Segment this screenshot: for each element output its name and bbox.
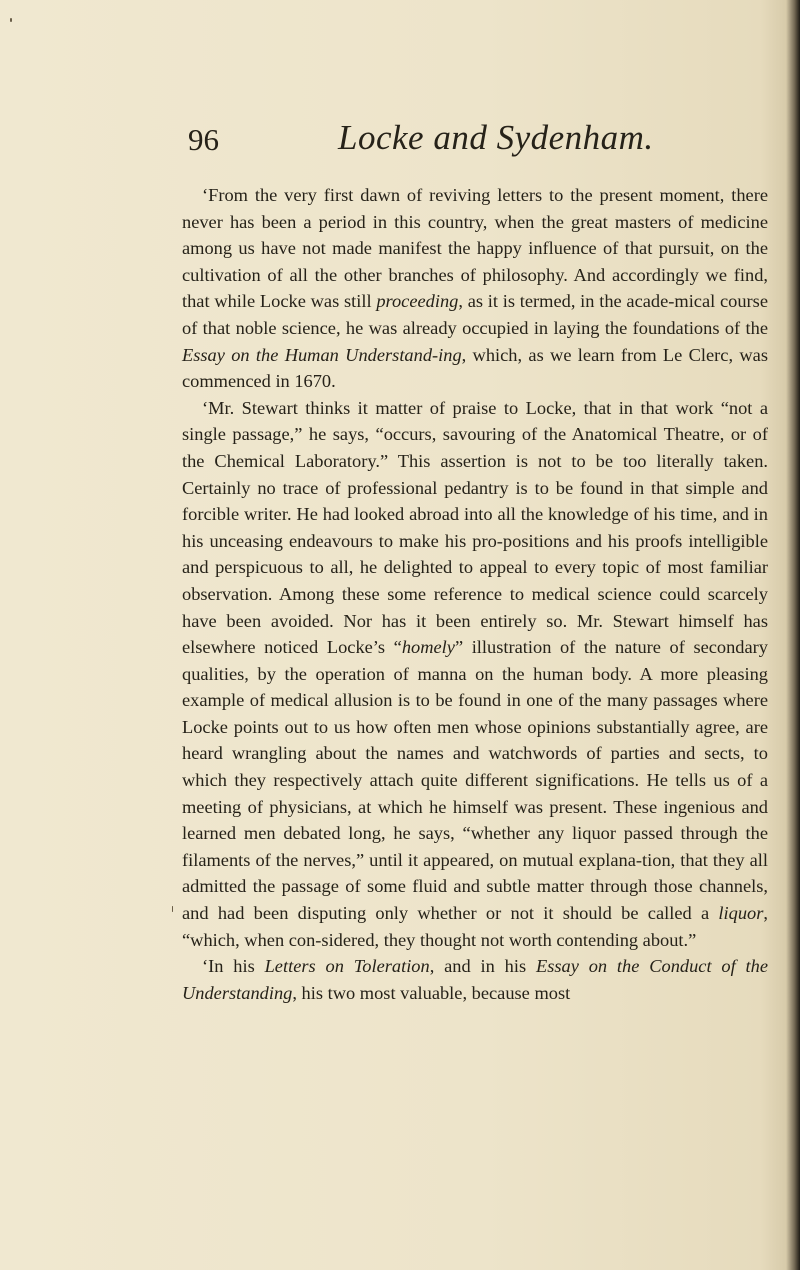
italic-text: Essay on the Human Understand-ing <box>182 344 462 365</box>
running-title: Locke and Sydenham. <box>338 118 654 157</box>
italic-text: proceeding <box>376 291 459 312</box>
text-run: ‘From the very first dawn of reviving letters to the present moment, there never has been a period in this country, when the great masters of medicine among us have not made manifest the happy influence of that pursuit, on the cultivation of all the other branches of philosophy. And accordingly we find, that while Locke was still <box>182 185 768 312</box>
text-run: ” illustration of the nature of secondary qualities, by the operation of manna on the human body. A more pleasing example of medical allusion is to be found in one of the many passages where Locke points out to us how often men whose opinions substantially agree, are heard wrangling about the names and watchwords of parties and sects, to which they respectively attach quite different significations. He tells us of a meeting of physicians, at which he himself was present. These ingenious and learned men debated long, he says, “whether any liquor passed through the filaments of the nerves,” until it appeared, on mutual explana-tion, that they all admitted the passage of some fluid and subtle matter through those channels, and had been disputing only whether or not it should be called a <box>182 637 768 924</box>
page-edge-shadow <box>786 0 800 1270</box>
text-run: , “which, when con-sidered, they thought not worth contending about.” <box>182 903 768 950</box>
paragraph <box>182 395 768 953</box>
text-run: , and in his <box>429 956 536 977</box>
italic-text: Letters on Toleration <box>264 956 430 977</box>
page-number: 96 <box>188 122 219 157</box>
scan-speck <box>172 906 173 912</box>
body-text <box>182 182 768 1006</box>
italic-text: Essay on the Conduct of the Understanding <box>182 956 768 1003</box>
italic-text: liquor <box>718 903 764 924</box>
scan-speck <box>10 18 12 22</box>
text-run: , as it is termed, in the acade-mical course of that noble science, he was already occupied in laying the foundations of the <box>182 291 768 338</box>
text-run: ‘In his <box>202 956 265 977</box>
italic-text: homely <box>401 637 455 658</box>
text-run: , which, as we learn from Le Clerc, was commenced in 1670. <box>182 344 768 392</box>
text-run: ‘Mr. Stewart thinks it matter of praise to Locke, that in that work “not a single passage,” he says, “occurs, savouring of the Anatomical Theatre, or of the Chemical Laboratory.” This assertion is not to be too literally taken. Certainly no trace of professional pedantry is to be found in that simple and forcible writer. He had looked abroad into all the knowledge of his time, and in his unceasing endeavours to make his pro-positions and his proofs intelligible and perspicuous to all, he delighted to appeal to every topic of most familiar observation. Among these some reference to medical science could scarcely have been avoided. Nor has it been entirely so. Mr. Stewart himself has elsewhere noticed Locke’s “ <box>182 397 768 658</box>
text-run: , his two most valuable, because most <box>292 982 571 1003</box>
paragraph <box>182 953 768 1006</box>
page-header <box>188 118 748 168</box>
paragraph <box>182 182 768 395</box>
